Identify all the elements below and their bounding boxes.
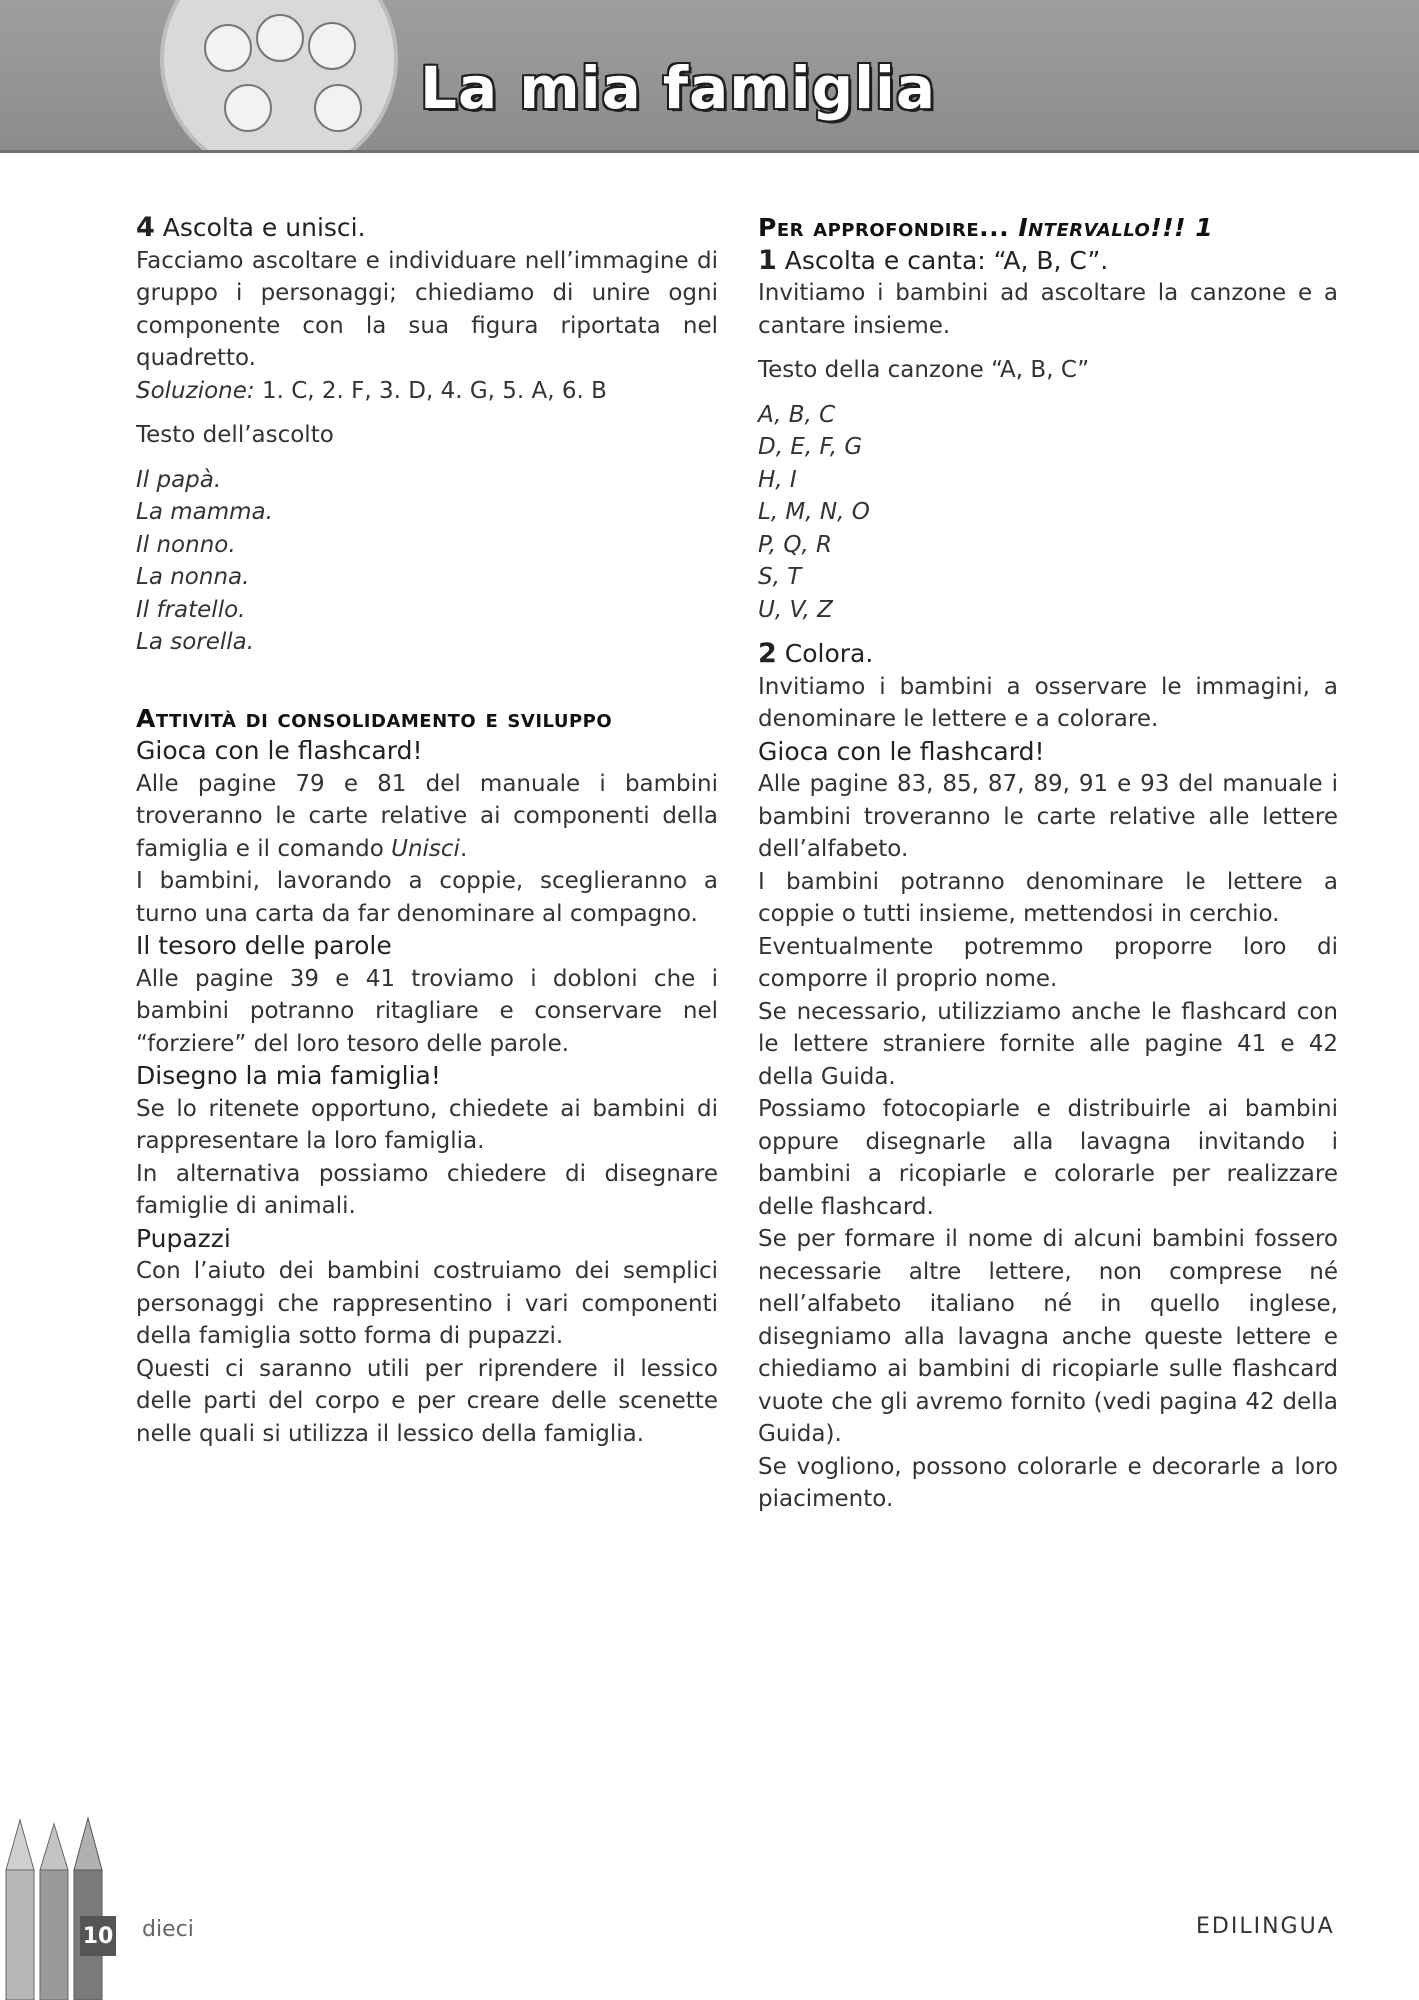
song-line: S, T [758, 564, 802, 590]
section-title-intervallo: Intervallo!!! 1 [1018, 213, 1214, 242]
grandpa-face-icon [256, 14, 304, 62]
pupazzi-heading: Pupazzi [136, 1223, 231, 1253]
publisher-brand: EDILINGUA [1196, 1914, 1335, 1939]
page-title: La mia famiglia [420, 54, 937, 122]
song-line: P, Q, R [758, 531, 833, 558]
boy-face-icon [314, 84, 362, 132]
exercise-4-solution [136, 375, 718, 408]
section-title-consolidamento: Attività di consolidamento e sviluppo [136, 703, 613, 733]
exercise-2-paragraph: Eventualmente potremmo proporre loro di comporre il proprio nome. [758, 933, 1338, 992]
exercise-2-heading [758, 638, 1338, 671]
page-number: 10 [80, 1916, 116, 1956]
exercise-number: 1 [758, 244, 777, 276]
listen-list [136, 464, 718, 659]
tesoro-heading: Il tesoro delle parole [136, 931, 392, 960]
listen-line: Il fratello. [136, 596, 246, 623]
mother-face-icon [308, 22, 356, 70]
exercise-title: Colora. [784, 639, 874, 668]
child-face-icon [204, 24, 252, 72]
exercise-4-text: Facciamo ascoltare e individuare nell’immagine di gruppo i personaggi; chiediamo di unire ogni componente con la sua figura riportata nel quadretto. [136, 247, 718, 371]
listen-line: Il nonno. [136, 531, 236, 558]
disegno-text-1: Se lo ritenete opportuno, chiedete ai bambini di rappresentare la loro famiglia. [136, 1095, 718, 1154]
section-title-part: Per approfondire... [758, 213, 1019, 242]
exercise-2-paragraph: I bambini potranno denominare le lettere a coppie o tutti insieme, mettendosi in cerchio. [758, 868, 1338, 927]
song-line: D, E, F, G [758, 434, 863, 460]
exercise-2-paragraph: Alle pagine 83, 85, 87, 89, 91 e 93 del manuale i bambini troveranno le carte relative alle lettere dell’alfabeto. [758, 771, 1338, 862]
song-line: A, B, C [758, 401, 836, 428]
left-column [136, 212, 718, 1450]
listen-line: La nonna. [136, 564, 250, 590]
listen-title: Testo dell’ascolto [136, 422, 334, 448]
song-line: L, M, N, O [758, 499, 870, 525]
listen-line: Il papà. [136, 466, 222, 493]
disegno-heading: Disegno la mia famiglia! [136, 1061, 441, 1090]
exercise-number: 4 [136, 212, 155, 243]
page-header [0, 0, 1419, 153]
section-title-approfondire [758, 212, 1338, 245]
exercise-1-text: Invitiamo i bambini ad ascoltare la canzone e a cantare insieme. [758, 280, 1338, 339]
disegno-text-2: In alternativa possiamo chiedere di disegnare famiglie di animali. [136, 1160, 718, 1219]
exercise-2-paragraph: Se necessario, utilizziamo anche le flashcard con le lettere straniere fornite alle pagine 41 e 42 della Guida. [758, 998, 1338, 1090]
flashcard-heading-2: Gioca con le flashcard! [758, 736, 1045, 766]
song-line: H, I [758, 466, 797, 493]
song-line: U, V, Z [758, 596, 833, 623]
family-illustration [160, 0, 398, 153]
exercise-title: Ascolta e unisci. [162, 213, 366, 242]
exercise-1-heading [758, 245, 1338, 278]
solution-value: 1. C, 2. F, 3. D, 4. G, 5. A, 6. B [261, 377, 607, 404]
girl-face-icon [224, 84, 272, 132]
flashcard-heading: Gioca con le flashcard! [136, 736, 423, 765]
exercise-title: Ascolta e canta: “A, B, C”. [784, 245, 1109, 275]
solution-label: Soluzione: [136, 377, 255, 404]
exercise-4-heading [136, 212, 718, 245]
page-number-word: dieci [142, 1917, 194, 1942]
listen-line: La sorella. [136, 629, 255, 655]
tesoro-text: Alle pagine 39 e 41 troviamo i dobloni che i bambini potranno ritagliare e conservare nel “forziere” del loro tesoro delle parole. [136, 965, 718, 1057]
flashcard-paragraph-2: I bambini, lavorando a coppie, sceglieranno a turno una carta da far denominare al compagno. [136, 868, 718, 927]
exercise-2-paragraph: Se per formare il nome di alcuni bambini fossero necessarie altre lettere, non comprese né nell’alfabeto italiano né in quello inglese, disegniamo alla lavagna anche queste lettere e chiediamo ai bambini di ricopiarle sulle flashcard vuote che gli avremo fornito (vedi pagina 42 della Guida). [758, 1226, 1338, 1447]
exercise-2-paragraph: Se vogliono, possono colorarle e decorarle a loro piacimento. [758, 1453, 1338, 1512]
song-list [758, 399, 1338, 627]
pencils-icon [0, 1810, 120, 2000]
exercise-2-text: Invitiamo i bambini a osservare le immagini, a denominare le lettere e a colorare. [758, 673, 1338, 732]
exercise-2-paragraph: Possiamo fotocopiarle e distribuirle ai bambini oppure disegnarle alla lavagna invitando i bambini a ricopiarle e colorarle per realizzare delle flashcard. [758, 1096, 1338, 1220]
flashcard-command: Unisci [391, 835, 460, 862]
flashcard-text: Alle pagine 79 e 81 del manuale i bambini troveranno le carte relative ai componenti della famiglia e il comando [136, 770, 718, 862]
listen-line: La mamma. [136, 499, 273, 525]
pupazzi-text-2: Questi ci saranno utili per riprendere il lessico delle parti del corpo e per creare delle scenette nelle quali si utilizza il lessico della famiglia. [136, 1355, 718, 1447]
right-column [758, 212, 1338, 1516]
flashcard-paragraph [136, 768, 718, 866]
exercise-number: 2 [758, 638, 777, 669]
flashcard-text-end: . [459, 835, 468, 862]
pupazzi-text-1: Con l’aiuto dei bambini costruiamo dei semplici personaggi che rappresentino i vari componenti della famiglia sotto forma di pupazzi. [136, 1258, 718, 1349]
song-title: Testo della canzone “A, B, C” [758, 357, 1090, 383]
